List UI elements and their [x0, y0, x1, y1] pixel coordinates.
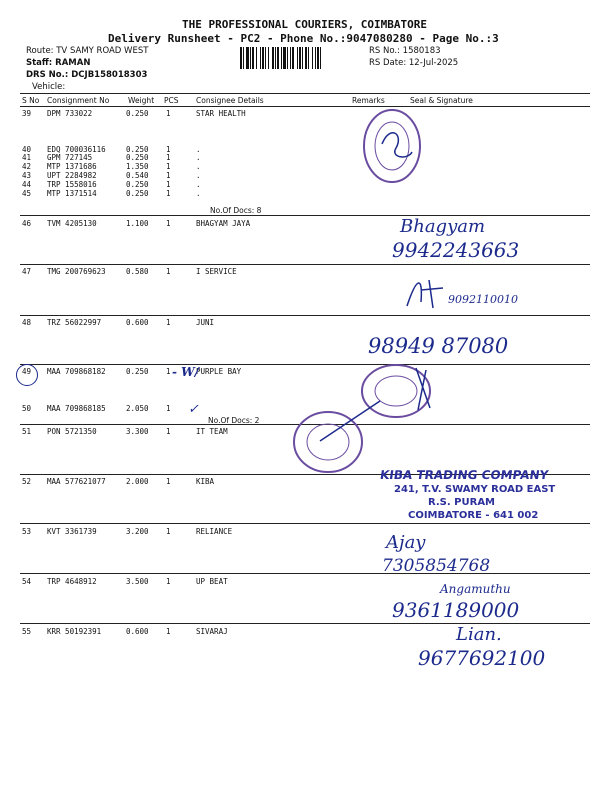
cell-consignee: . [196, 145, 201, 154]
handwritten-phone: 7305854768 [382, 556, 491, 576]
cell-weight: 0.540 [126, 171, 149, 180]
cell-consignee: . [196, 180, 201, 189]
cell-sno: 43 [22, 171, 32, 180]
company-stamp [380, 468, 580, 521]
row-separator [20, 523, 590, 524]
cell-consignment: TMG 200769623 [47, 267, 106, 276]
cell-consignment: KRR 50192391 [47, 627, 102, 636]
row-separator [20, 364, 590, 365]
cell-sno: 42 [22, 162, 32, 171]
drs-label: DRS No.: [26, 70, 72, 80]
rs-date: RS Date: 12-Jul-2025 [369, 58, 459, 68]
cell-pcs: 1 [166, 367, 171, 376]
cell-consignee: UP BEAT [196, 577, 228, 586]
row-separator [20, 264, 590, 265]
staff-value: RAMAN [55, 58, 91, 68]
stamp-address-line: R.S. PURAM [428, 497, 496, 508]
header-bottom-rule [20, 106, 590, 107]
col-seal: Seal & Signature [410, 96, 473, 105]
cell-consignment: MTP 1371686 [47, 162, 97, 171]
cell-pcs: 1 [166, 145, 171, 154]
cell-pcs: 1 [166, 189, 171, 198]
cell-pcs: 1 [166, 477, 171, 486]
cell-pcs: 1 [166, 267, 171, 276]
cell-sno: 46 [22, 219, 32, 228]
runsheet-subtitle: Delivery Runsheet - PC2 - Phone No.:9047080280 - Page No.:3 [108, 32, 499, 45]
cell-weight: 0.250 [126, 109, 149, 118]
cell-pcs: 1 [166, 219, 171, 228]
sno-circle-mark [16, 364, 38, 386]
handwritten-phone: 9942243663 [392, 238, 520, 262]
handwritten-phone: 9361189000 [392, 598, 520, 622]
cell-consignee: I SERVICE [196, 267, 237, 276]
cell-weight: 3.500 [126, 577, 149, 586]
staff-label: Staff: [26, 58, 56, 68]
cell-consignee: IT TEAM [196, 427, 228, 436]
cell-weight: 0.250 [126, 153, 149, 162]
staff-field [26, 58, 90, 68]
company-title: THE PROFESSIONAL COURIERS, COIMBATORE [182, 18, 428, 31]
cell-consignee: . [196, 153, 201, 162]
row-separator [20, 573, 590, 574]
cell-weight: 1.350 [126, 162, 149, 171]
col-consignment: Consignment No [47, 96, 110, 105]
cell-consignment: TRP 1558016 [47, 180, 97, 189]
cell-sno: 47 [22, 267, 32, 276]
handwritten-phone: 9092110010 [448, 293, 518, 306]
cell-sno: 53 [22, 527, 32, 536]
cell-weight: 0.580 [126, 267, 149, 276]
cell-consignee: . [196, 162, 201, 171]
cell-sno: 39 [22, 109, 32, 118]
cell-sno: 55 [22, 627, 32, 636]
route-label: Route: TV SAMY ROAD WEST [26, 46, 149, 56]
handwritten-name: Angamuthu [440, 582, 511, 596]
cell-consignee: RELIANCE [196, 527, 233, 536]
row-separator [20, 315, 590, 316]
cell-weight: 0.250 [126, 367, 149, 376]
cell-consignment: MAA 577621077 [47, 477, 106, 486]
cell-consignee: BHAGYAM JAYA [196, 219, 251, 228]
cell-pcs: 1 [166, 627, 171, 636]
col-sno: S No [22, 96, 40, 105]
cell-pcs: 1 [166, 153, 171, 162]
cell-weight: 0.600 [126, 627, 149, 636]
cell-pcs: 1 [166, 318, 171, 327]
cell-sno: 44 [22, 180, 32, 189]
cell-sno: 41 [22, 153, 32, 162]
cell-pcs: 1 [166, 109, 171, 118]
doc-count: No.Of Docs: 8 [210, 206, 262, 215]
cell-consignee: KIBA [196, 477, 215, 486]
doc-count: No.Of Docs: 2 [208, 416, 260, 425]
cell-weight: 0.250 [126, 189, 149, 198]
col-weight: Weight [128, 96, 155, 105]
cell-consignee: . [196, 171, 201, 180]
handwritten-name: Ajay [386, 532, 426, 553]
stamp-address-line: 241, T.V. SWAMY ROAD EAST [394, 484, 556, 495]
cell-sno: 40 [22, 145, 32, 154]
cell-consignment: EDQ 700036116 [47, 145, 106, 154]
cell-weight: 3.300 [126, 427, 149, 436]
cell-sno: 45 [22, 189, 32, 198]
cell-consignee: JUNI [196, 318, 215, 327]
cell-sno: 52 [22, 477, 32, 486]
cell-consignment: TVM 4205130 [47, 219, 97, 228]
handwritten-name: Bhagyam [400, 216, 486, 237]
cell-pcs: 1 [166, 404, 171, 413]
row-separator [20, 623, 590, 624]
cell-consignment: GPM 727145 [47, 153, 93, 162]
cell-consignment: TRZ 56022997 [47, 318, 102, 327]
drs-field [26, 70, 147, 80]
cell-sno: 50 [22, 404, 32, 413]
header-top-rule [20, 93, 590, 94]
cell-pcs: 1 [166, 180, 171, 189]
vehicle-label: Vehicle: [32, 82, 66, 92]
cell-weight: 1.100 [126, 219, 149, 228]
row-separator [20, 215, 590, 216]
cell-weight: 0.600 [126, 318, 149, 327]
cell-consignment: PON 5721350 [47, 427, 97, 436]
cell-pcs: 1 [166, 162, 171, 171]
cell-consignment: UPT 2284982 [47, 171, 97, 180]
cell-weight: 2.050 [126, 404, 149, 413]
signature-mark [403, 272, 453, 312]
cell-consignee: . [196, 189, 201, 198]
cell-consignment: TRP 4648912 [47, 577, 97, 586]
cell-consignment: MTP 1371514 [47, 189, 97, 198]
cell-pcs: 1 [166, 171, 171, 180]
cell-weight: 0.250 [126, 180, 149, 189]
cell-sno: 54 [22, 577, 32, 586]
cell-consignment: DPM 733022 [47, 109, 93, 118]
cell-consignee: PURPLE BAY [196, 367, 242, 376]
cell-consignment: MAA 709868182 [47, 367, 106, 376]
rs-number: RS No.: 1580183 [369, 46, 441, 56]
handwritten-name: Lian. [456, 624, 502, 645]
cell-consignment: MAA 709868185 [47, 404, 106, 413]
cell-sno: 48 [22, 318, 32, 327]
cell-weight: 0.250 [126, 145, 149, 154]
cell-weight: 2.000 [126, 477, 149, 486]
drs-value: DCJB158018303 [71, 70, 148, 80]
cell-sno: 49 [22, 367, 32, 376]
barcode [240, 47, 364, 69]
cell-pcs: 1 [166, 527, 171, 536]
diagonal-pen-stroke [316, 395, 386, 445]
pcs-tick-mark: - W/ [172, 365, 200, 379]
stamp-address-line: COIMBATORE - 641 002 [408, 510, 539, 521]
cell-pcs: 1 [166, 577, 171, 586]
pcs-tick-mark: ✓ [188, 402, 199, 417]
cell-sno: 51 [22, 427, 32, 436]
round-stamp-top [360, 104, 424, 188]
cell-weight: 3.200 [126, 527, 149, 536]
cell-consignee: STAR HEALTH [196, 109, 246, 118]
cell-consignee: SIVARAJ [196, 627, 228, 636]
cell-consignment: KVT 3361739 [47, 527, 97, 536]
col-consignee: Consignee Details [196, 96, 264, 105]
cell-pcs: 1 [166, 427, 171, 436]
handwritten-phone: 9677692100 [418, 646, 546, 670]
col-remarks: Remarks [352, 96, 385, 105]
stamp-company-name: KIBA TRADING COMPANY [379, 468, 550, 482]
handwritten-phone: 98949 87080 [368, 334, 509, 358]
col-pcs: PCS [164, 96, 179, 105]
